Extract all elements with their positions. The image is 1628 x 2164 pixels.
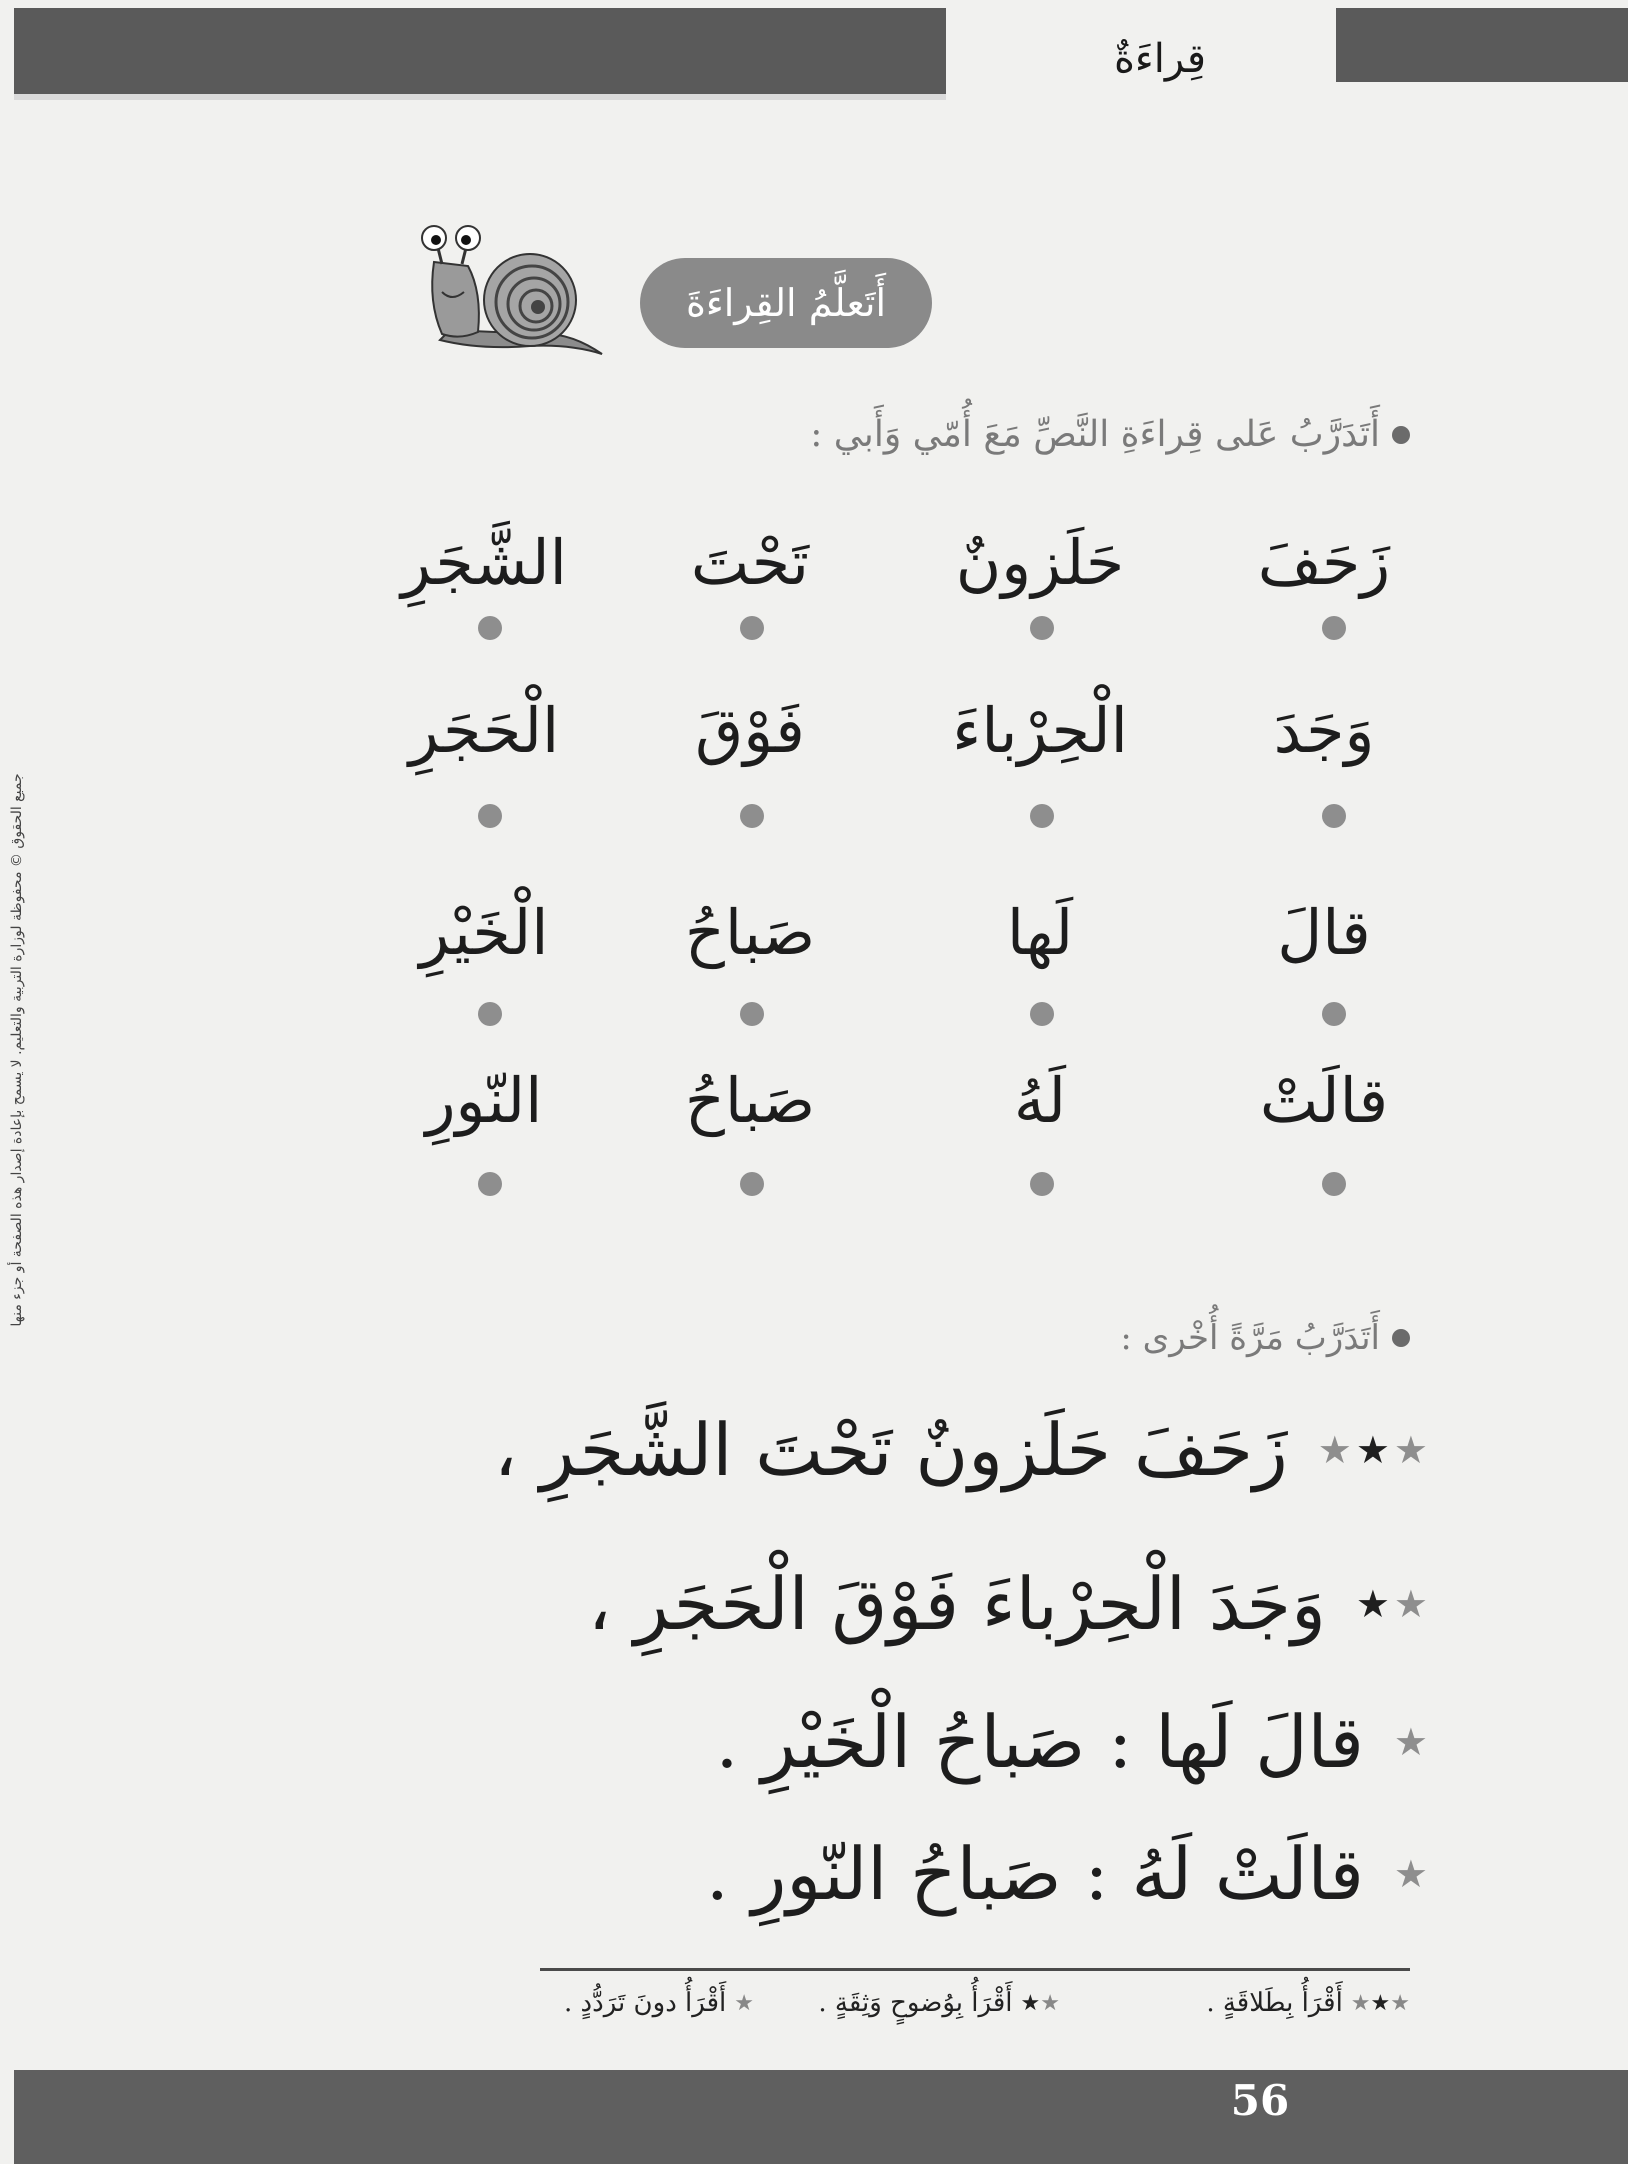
legend-two-stars <box>818 1988 1060 2018</box>
bottom-banner <box>14 2070 1628 2164</box>
star-icon: ★ <box>1355 1582 1390 1626</box>
sentence-row <box>494 1408 1428 1492</box>
instruction-text: أَتَدَرَّبُ مَرَّةً أُخْرى : <box>1120 1318 1380 1358</box>
bullet-dot <box>1392 426 1410 444</box>
top-banner-right <box>1336 8 1628 82</box>
instruction-text: أَتَدَرَّبُ عَلى قِراءَةِ النَّصِّ مَعَ أُمّي وَأَبي : <box>810 414 1380 455</box>
grid-dot <box>1322 1172 1346 1196</box>
grid-word: الْحِرْباءَ <box>952 694 1128 767</box>
footer-divider <box>540 1968 1410 1971</box>
star-icon: ★★ <box>1020 1990 1060 2016</box>
grid-word: قالَ <box>1277 896 1371 969</box>
sentence-text: وَجَدَ الْحِرْباءَ فَوْقَ الْحَجَرِ ، <box>587 1562 1326 1646</box>
section-header-pill <box>640 258 932 348</box>
grid-dot <box>1030 804 1054 828</box>
grid-word: قالَتْ <box>1259 1064 1389 1137</box>
star-icon: ★ <box>1317 1428 1352 1472</box>
grid-dot <box>1030 1172 1054 1196</box>
star-icon: ★ <box>1393 1428 1428 1472</box>
sentence-text: قالَتْ لَهُ : صَباحُ النّورِ . <box>705 1832 1364 1916</box>
grid-word: لَهُ <box>1013 1064 1067 1137</box>
star-rating-2 <box>1355 1582 1428 1626</box>
grid-dot <box>1322 804 1346 828</box>
star-icon: ★★★ <box>1350 1990 1410 2016</box>
section-header-label: أَتَعلَّمُ القِراءَةَ <box>685 281 887 325</box>
grid-word: حَلَزونٌ <box>955 526 1125 599</box>
grid-dot <box>1030 616 1054 640</box>
grid-dot <box>740 616 764 640</box>
instruction-practice-again <box>1120 1318 1410 1358</box>
grid-dot <box>478 804 502 828</box>
star-icon: ★ <box>1393 1720 1428 1764</box>
grid-dot <box>478 1002 502 1026</box>
grid-word: فَوْقَ <box>695 694 805 767</box>
grid-dot <box>740 1002 764 1026</box>
star-rating-1 <box>1393 1852 1428 1896</box>
sentence-row <box>706 1832 1428 1916</box>
star-rating-3 <box>1317 1428 1428 1472</box>
grid-word: الشَّجَرِ <box>401 526 567 599</box>
legend-text: أَقْرَأُ دونَ تَرَدُّدٍ . <box>564 1988 727 2018</box>
star-icon: ★ <box>734 1990 754 2016</box>
snail-illustration <box>420 222 608 362</box>
grid-dot <box>740 804 764 828</box>
legend-text: أَقْرَأُ بِطَلاقَةٍ . <box>1206 1988 1343 2018</box>
sentence-row <box>588 1562 1428 1646</box>
grid-dot <box>478 616 502 640</box>
grid-word: وَجَدَ <box>1273 694 1375 767</box>
bullet-dot <box>1392 1329 1410 1347</box>
page-number: 56 <box>1230 2076 1290 2125</box>
page-title: قِراءَةٌ <box>1113 36 1207 82</box>
grid-dot <box>1030 1002 1054 1026</box>
top-banner-shadow <box>14 94 946 100</box>
top-banner-left <box>14 8 946 94</box>
sentence-text: زَحَفَ حَلَزونٌ تَحْتَ الشَّجَرِ ، <box>493 1408 1288 1492</box>
grid-dot <box>478 1172 502 1196</box>
grid-word: زَحَفَ <box>1257 526 1391 599</box>
grid-dot <box>1322 1002 1346 1026</box>
legend-one-star <box>564 1988 754 2018</box>
star-rating-1 <box>1393 1720 1428 1764</box>
legend-three-stars <box>1206 1988 1410 2018</box>
grid-dot <box>1322 616 1346 640</box>
sentence-text: قالَ لَها : صَباحُ الْخَيْرِ . <box>715 1700 1364 1784</box>
grid-word: النّورِ <box>425 1064 543 1137</box>
grid-word: لَها <box>1006 896 1074 969</box>
star-icon: ★ <box>1393 1582 1428 1626</box>
grid-word: تَحْتَ <box>690 526 810 599</box>
grid-word: صَباحُ <box>684 1064 816 1137</box>
grid-dot <box>740 1172 764 1196</box>
sentence-row <box>715 1700 1428 1784</box>
copyright-text: جميع الحقوق © محفوظة لوزارة التربية والتعليم. لا يسمح بإعادة إصدار هذه الصفحة أو جزء منها <box>9 773 25 1327</box>
instruction-practice <box>810 414 1410 455</box>
grid-word: الْخَيْرِ <box>419 896 549 969</box>
grid-word: الْحَجَرِ <box>408 694 560 767</box>
star-icon: ★ <box>1393 1852 1428 1896</box>
legend-text: أَقْرَأُ بِوُضوحٍ وَثِقَةٍ . <box>818 1988 1013 2018</box>
grid-word: صَباحُ <box>684 896 816 969</box>
copyright-strip <box>0 400 34 1700</box>
star-icon: ★ <box>1355 1428 1390 1472</box>
